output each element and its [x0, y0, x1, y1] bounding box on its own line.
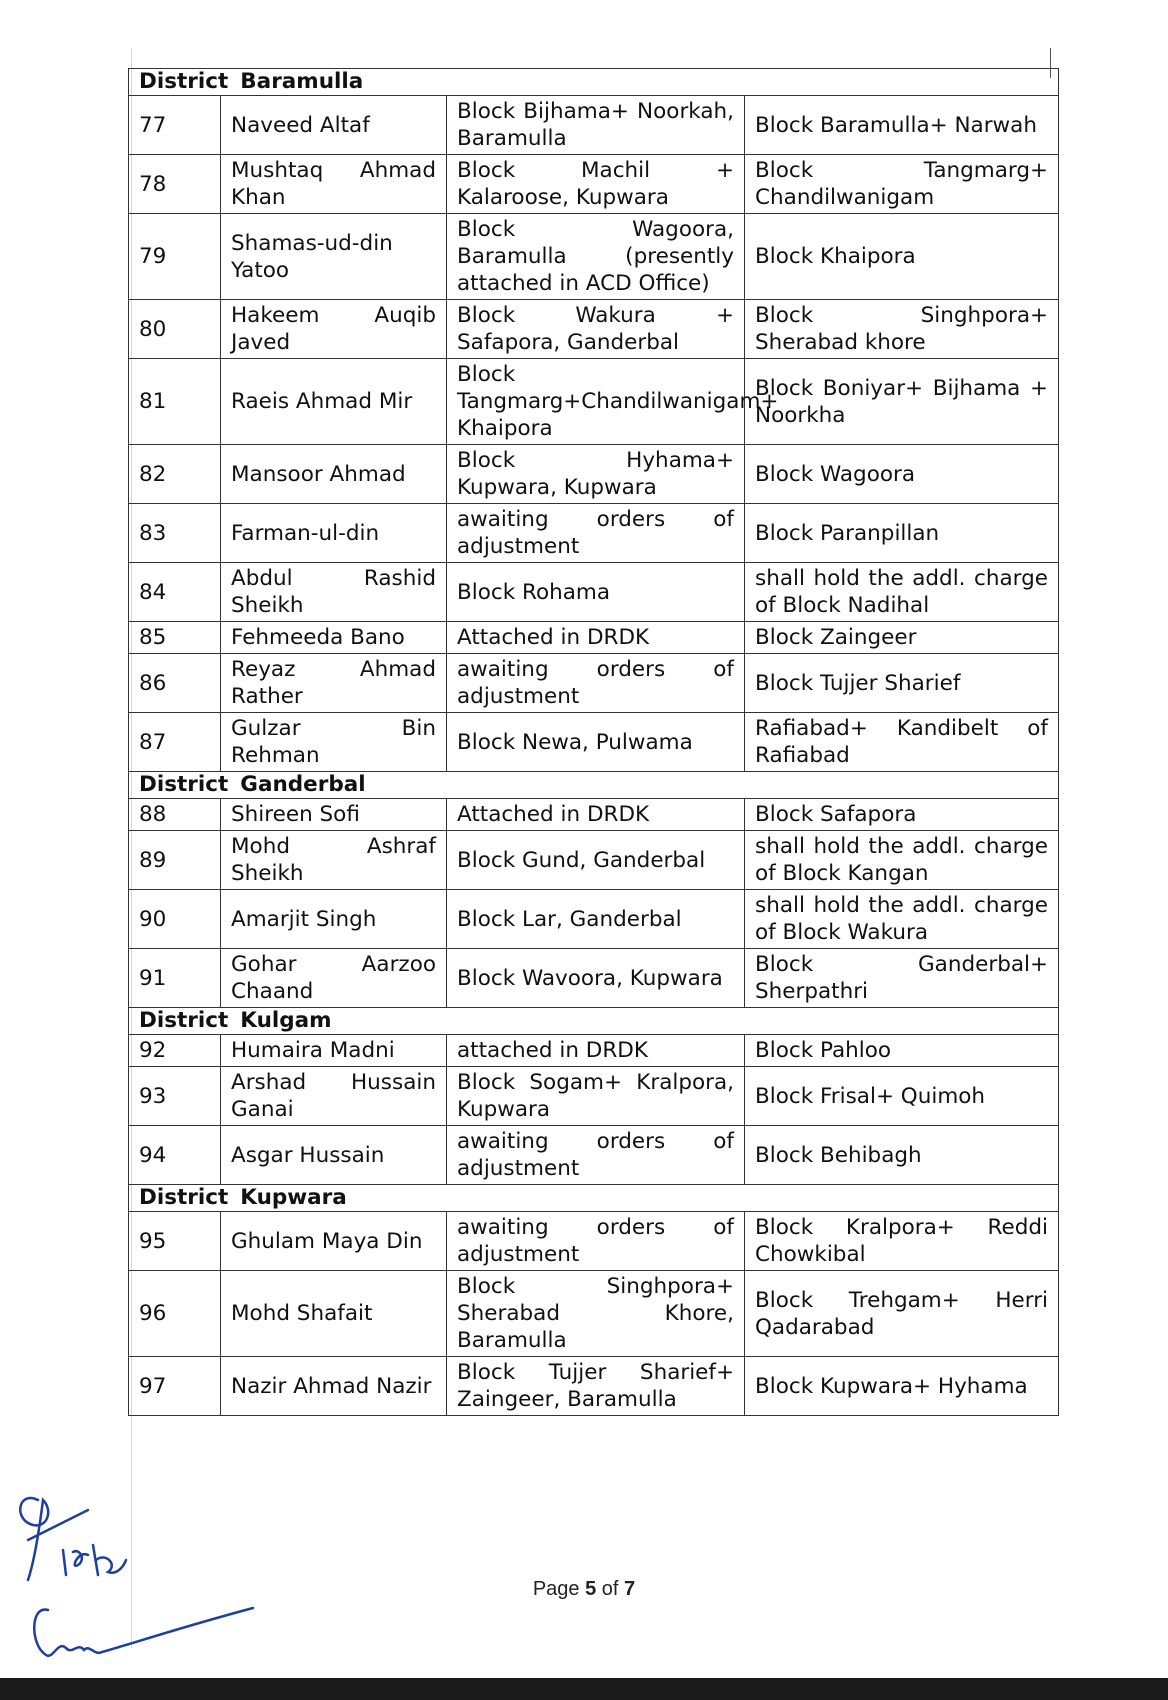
table-row [129, 1067, 1059, 1126]
signature-stroke [34, 1608, 253, 1656]
new-posting-cell: Block Pahloo [745, 1035, 1059, 1067]
posting-table-body [129, 69, 1059, 1416]
present-posting-cell: Block Tujjer Sharief+ Zaingeer, Baramulla [447, 1357, 745, 1416]
table-row [129, 713, 1059, 772]
officer-name-cell: Mohd Shafait [221, 1271, 447, 1357]
new-posting-cell: Block Kupwara+ Hyhama [745, 1357, 1059, 1416]
new-posting-cell: Block Boniyar+ Bijhama + Noorkha [745, 359, 1059, 445]
serial-number-cell: 81 [129, 359, 221, 445]
page-of-label: of [601, 1578, 619, 1600]
officer-name-cell: Arshad Hussain Ganai [221, 1067, 447, 1126]
present-posting-cell: Block Machil + Kalaroose, Kupwara [447, 155, 745, 214]
officer-name-cell: Fehmeeda Bano [221, 622, 447, 654]
officer-name-cell: Ghulam Maya Din [221, 1212, 447, 1271]
serial-number-cell: 82 [129, 445, 221, 504]
officer-name-cell: Gohar Aarzoo Chaand [221, 949, 447, 1008]
officer-name-cell: Humaira Madni [221, 1035, 447, 1067]
officer-name-cell: Asgar Hussain [221, 1126, 447, 1185]
serial-number-cell: 80 [129, 300, 221, 359]
officer-name-cell: Farman-ul-din [221, 504, 447, 563]
initials-stroke [20, 1498, 126, 1580]
new-posting-cell: Block Baramulla+ Narwah [745, 96, 1059, 155]
officer-name-cell: Reyaz Ahmad Rather [221, 654, 447, 713]
district-heading [129, 1185, 1059, 1212]
table-row [129, 1212, 1059, 1271]
serial-number-cell: 95 [129, 1212, 221, 1271]
officer-name-cell: Abdul Rashid Sheikh [221, 563, 447, 622]
serial-number-cell: 84 [129, 563, 221, 622]
table-row [129, 1357, 1059, 1416]
new-posting-cell: Block Paranpillan [745, 504, 1059, 563]
district-name: Baramulla [240, 69, 364, 94]
new-posting-cell: shall hold the addl. charge of Block Nadihal [745, 563, 1059, 622]
table-row [129, 831, 1059, 890]
scan-edge [0, 1678, 1168, 1700]
table-row [129, 1126, 1059, 1185]
district-heading [129, 772, 1059, 799]
officer-name-cell: Mushtaq Ahmad Khan [221, 155, 447, 214]
present-posting-cell: Block Wagoora, Baramulla (presently attached in ACD Office) [447, 214, 745, 300]
present-posting-cell: Block Sogam+ Kralpora, Kupwara [447, 1067, 745, 1126]
initials-signature [8, 1480, 138, 1590]
table-row [129, 445, 1059, 504]
present-posting-cell: awaiting orders of adjustment [447, 504, 745, 563]
district-prefix: District [139, 1008, 229, 1033]
present-posting-cell: Block Lar, Ganderbal [447, 890, 745, 949]
present-posting-cell: Block Rohama [447, 563, 745, 622]
table-row [129, 890, 1059, 949]
serial-number-cell: 97 [129, 1357, 221, 1416]
new-posting-cell: Block Wagoora [745, 445, 1059, 504]
new-posting-cell: Block Frisal+ Quimoh [745, 1067, 1059, 1126]
present-posting-cell: Block Gund, Ganderbal [447, 831, 745, 890]
table-row [129, 563, 1059, 622]
table-row [129, 359, 1059, 445]
district-prefix: District [139, 772, 229, 797]
present-posting-cell: Block Singhpora+ Sherabad Khore, Baramulla [447, 1271, 745, 1357]
serial-number-cell: 90 [129, 890, 221, 949]
officer-name-cell: Naveed Altaf [221, 96, 447, 155]
officer-name-cell: Hakeem Auqib Javed [221, 300, 447, 359]
new-posting-cell: Rafiabad+ Kandibelt of Rafiabad [745, 713, 1059, 772]
new-posting-cell: Block Tangmarg+ Chandilwanigam [745, 155, 1059, 214]
new-posting-cell: Block Khaipora [745, 214, 1059, 300]
new-posting-cell: Block Trehgam+ Herri Qadarabad [745, 1271, 1059, 1357]
district-name: Ganderbal [240, 772, 366, 797]
present-posting-cell: Block Hyhama+ Kupwara, Kupwara [447, 445, 745, 504]
full-signature [28, 1600, 258, 1670]
table-row [129, 155, 1059, 214]
serial-number-cell: 93 [129, 1067, 221, 1126]
district-prefix: District [139, 69, 229, 94]
new-posting-cell: shall hold the addl. charge of Block Kangan [745, 831, 1059, 890]
present-posting-cell: Attached in DRDK [447, 622, 745, 654]
new-posting-cell: Block Singhpora+ Sherabad khore [745, 300, 1059, 359]
serial-number-cell: 79 [129, 214, 221, 300]
present-posting-cell: attached in DRDK [447, 1035, 745, 1067]
new-posting-cell: shall hold the addl. charge of Block Wakura [745, 890, 1059, 949]
district-header-row [129, 69, 1059, 96]
page-label: Page [532, 1578, 580, 1600]
serial-number-cell: 91 [129, 949, 221, 1008]
new-posting-cell: Block Behibagh [745, 1126, 1059, 1185]
table-row [129, 654, 1059, 713]
new-posting-cell: Block Safapora [745, 799, 1059, 831]
officer-name-cell: Raeis Ahmad Mir [221, 359, 447, 445]
officer-name-cell: Mohd Ashraf Sheikh [221, 831, 447, 890]
table-row [129, 1035, 1059, 1067]
table-row [129, 96, 1059, 155]
serial-number-cell: 96 [129, 1271, 221, 1357]
posting-table [128, 68, 1059, 1416]
table-row [129, 300, 1059, 359]
table-row [129, 622, 1059, 654]
serial-number-cell: 94 [129, 1126, 221, 1185]
district-header-row [129, 772, 1059, 799]
present-posting-cell: Block Tangmarg+Chandilwanigam+ Khaipora [447, 359, 745, 445]
serial-number-cell: 86 [129, 654, 221, 713]
serial-number-cell: 83 [129, 504, 221, 563]
officer-name-cell: Shireen Sofi [221, 799, 447, 831]
district-header-row [129, 1008, 1059, 1035]
serial-number-cell: 89 [129, 831, 221, 890]
table-row [129, 949, 1059, 1008]
present-posting-cell: Block Bijhama+ Noorkah, Baramulla [447, 96, 745, 155]
present-posting-cell: Attached in DRDK [447, 799, 745, 831]
present-posting-cell: awaiting orders of adjustment [447, 654, 745, 713]
district-heading [129, 1008, 1059, 1035]
district-header-row [129, 1185, 1059, 1212]
serial-number-cell: 77 [129, 96, 221, 155]
district-prefix: District [139, 1185, 229, 1210]
present-posting-cell: Block Wavoora, Kupwara [447, 949, 745, 1008]
officer-name-cell: Amarjit Singh [221, 890, 447, 949]
serial-number-cell: 85 [129, 622, 221, 654]
current-page-number: 5 [585, 1578, 597, 1600]
serial-number-cell: 87 [129, 713, 221, 772]
officer-name-cell: Shamas-ud-din Yatoo [221, 214, 447, 300]
new-posting-cell: Block Tujjer Sharief [745, 654, 1059, 713]
table-row [129, 1271, 1059, 1357]
table-row [129, 214, 1059, 300]
serial-number-cell: 88 [129, 799, 221, 831]
present-posting-cell: awaiting orders of adjustment [447, 1126, 745, 1185]
district-name: Kulgam [240, 1008, 332, 1033]
district-heading [129, 69, 1059, 96]
district-name: Kupwara [240, 1185, 347, 1210]
serial-number-cell: 92 [129, 1035, 221, 1067]
present-posting-cell: Block Newa, Pulwama [447, 713, 745, 772]
new-posting-cell: Block Kralpora+ Reddi Chowkibal [745, 1212, 1059, 1271]
officer-name-cell: Nazir Ahmad Nazir [221, 1357, 447, 1416]
present-posting-cell: Block Wakura + Safapora, Ganderbal [447, 300, 745, 359]
new-posting-cell: Block Ganderbal+ Sherpathri [745, 949, 1059, 1008]
new-posting-cell: Block Zaingeer [745, 622, 1059, 654]
officer-name-cell: Mansoor Ahmad [221, 445, 447, 504]
table-row [129, 799, 1059, 831]
table-row [129, 504, 1059, 563]
page-footer [0, 1578, 1168, 1601]
officer-name-cell: Gulzar Bin Rehman [221, 713, 447, 772]
present-posting-cell: awaiting orders of adjustment [447, 1212, 745, 1271]
total-pages-number: 7 [624, 1578, 636, 1600]
serial-number-cell: 78 [129, 155, 221, 214]
